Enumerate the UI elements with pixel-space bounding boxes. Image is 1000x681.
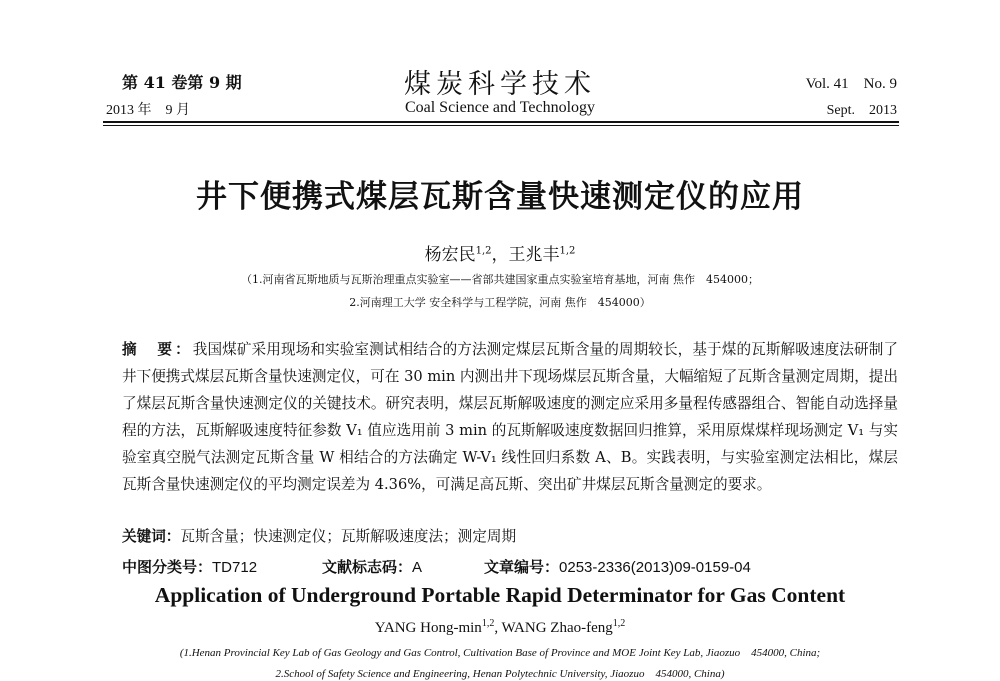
doc-code-value: A [412, 559, 423, 576]
journal-title-cn: 煤炭科学技术 [404, 69, 596, 100]
keywords-text: 瓦斯含量；快速测定仪；瓦斯解吸速度法；测定周期 [180, 528, 517, 545]
author-separator: , [494, 620, 502, 636]
document-code [322, 556, 422, 577]
volume-issue: 第 41 卷第 9 期 [122, 73, 242, 92]
author-affil-mark: 1,2 [612, 618, 626, 629]
header-rule-thin [103, 125, 899, 126]
article-number-label: 文章编号： [484, 558, 560, 576]
abstract-label: 摘 要： [122, 341, 193, 358]
author-separator: ， [491, 245, 509, 265]
article-title-cn: 井下便携式煤层瓦斯含量快速测定仪的应用 [196, 179, 804, 215]
keywords-label: 关键词： [122, 528, 181, 545]
publish-date-en: Sept. 2013 [826, 103, 897, 118]
article-number [484, 556, 751, 577]
article-title-en: Application of Underground Portable Rapid Determinator for Gas Content [154, 583, 846, 607]
abstract-text: 我国煤矿采用现场和实验室测试相结合的方法测定煤层瓦斯含量的周期较长，基于煤的瓦斯解吸速度法研制了井下便携式煤层瓦斯含量快速测定仪，可在 30 min 内测出井下现场煤层瓦斯含量，大幅缩短了瓦斯含量测定周期，提出了煤层瓦斯含量快速测定仪的关键技术。研究表明，煤层瓦斯解吸速度的测定应采用多量程传感器组合、智能自动选择量程的方法，瓦斯解吸速度特征参数 V₁ 值应选用前 3 min 的瓦斯解吸速度数据回归推算，采用原煤煤样现场测定 V₁ 与实验室真空脱气法测定瓦斯含量 W 相结合的方法确定 W-V₁ 线性回归系数 A、B。实践表明，与实验室测定法相比，煤层瓦斯含量快速测定仪的平均测定误差为 4.36%，可满足高瓦斯、突出矿井煤层瓦斯含量测定的要求。 [122, 341, 898, 493]
header-rule [103, 121, 899, 123]
keywords [122, 525, 516, 546]
author-name: 杨宏民 [424, 245, 476, 265]
journal-title-en: Coal Science and Technology [404, 99, 596, 116]
affiliation-cn-2: 2.河南理工大学 安全科学与工程学院，河南 焦作 454000） [349, 296, 651, 309]
authors-cn [0, 240, 1000, 265]
affiliation-en-1: (1.Henan Provincial Key Lab of Gas Geology and Gas Control, Cultivation Base of Province and MOE Joint Key Lab, Jiaozuo 454000, China; [179, 647, 821, 659]
clc-value: TD712 [212, 559, 258, 576]
author-name: YANG Hong-min [374, 620, 482, 636]
affiliation-cn-1: （1.河南省瓦斯地质与瓦斯治理重点实验室——省部共建国家重点实验室培育基地，河南 焦作 454000； [241, 273, 759, 286]
affiliation-en-2: 2.School of Safety Science and Engineering, Henan Polytechnic University, Jiaozuo 454000, China) [275, 668, 725, 680]
clc-number [122, 556, 257, 577]
abstract [122, 336, 898, 498]
authors-en [0, 618, 1000, 637]
author-affil-mark: 1,2 [481, 618, 495, 629]
doc-code-label: 文献标志码： [322, 558, 413, 576]
author-name: WANG Zhao-feng [501, 620, 613, 636]
author-name: 王兆丰 [508, 245, 560, 265]
volume-issue-en: Vol. 41 No. 9 [805, 76, 897, 92]
author-affil-mark: 1,2 [475, 245, 492, 257]
article-number-value: 0253-2336(2013)09-0159-04 [559, 559, 751, 576]
publish-date: 2013 年 9 月 [106, 103, 190, 118]
author-affil-mark: 1,2 [559, 245, 576, 257]
clc-label: 中图分类号： [122, 558, 213, 576]
